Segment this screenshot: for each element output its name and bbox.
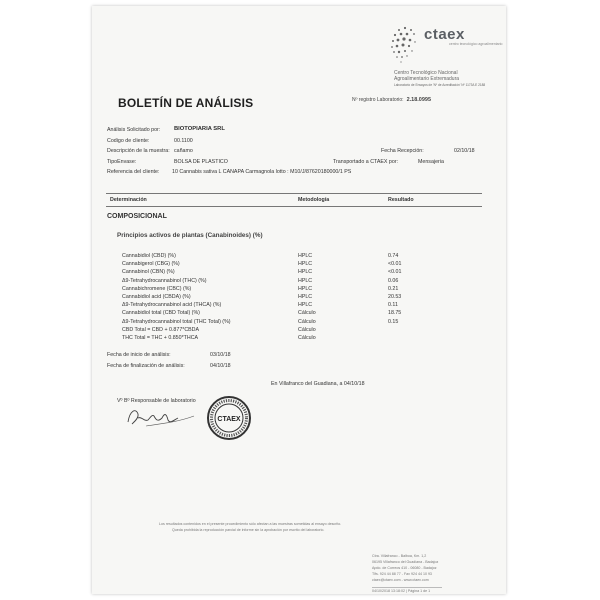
- row-result: <0.01: [388, 261, 402, 268]
- disclaimer-1: Los resultados contenidos en el presente procedimiento sólo afectan a las muestras sometidas al ensayo descrito.: [159, 522, 342, 526]
- row-determination: CBD Total = CBD + 0.877*CBDA: [122, 326, 200, 333]
- sample-desc-value: cañamo: [174, 148, 193, 154]
- reception-label: Fecha Recepción:: [381, 148, 424, 154]
- svg-text:CTAEX: CTAEX: [217, 416, 241, 423]
- package-label: TipoEnvase:: [107, 159, 137, 165]
- client-code-label: Codigo de cliente:: [107, 138, 150, 144]
- end-date-label: Fecha de finalización de análisis:: [107, 363, 185, 369]
- row-result: 0.06: [388, 277, 399, 284]
- transport-label: Transportado a CTAEX por:: [333, 159, 399, 165]
- brand-name: ctaex: [424, 26, 465, 43]
- start-date-label: Fecha de inicio de análisis:: [107, 352, 171, 358]
- row-method: Cálculo: [298, 310, 316, 317]
- table-header-top-rule: [106, 193, 482, 194]
- row-method: Cálculo: [298, 326, 316, 333]
- analysis-value: BIOTOPIARIA SRL: [174, 126, 225, 132]
- package-value: BOLSA DE PLASTICO: [174, 159, 228, 165]
- client-code-value: 00.1100: [174, 138, 193, 144]
- row-determination: THC Total = THC + 0.850*THCA: [122, 335, 199, 341]
- row-method: HPLC: [298, 261, 313, 268]
- lab-stamp-icon: [206, 395, 252, 441]
- row-method: HPLC: [298, 277, 313, 284]
- address-3: Apdo. de Correos 410 - 06080 - Badajoz: [372, 566, 437, 570]
- col-result: Resultado: [388, 197, 414, 203]
- subsection-title: Principios activos de plantas (Canabinoides) (%): [117, 232, 263, 239]
- row-determination: Δ9-Tetrahydrocannabinol (THC) (%): [122, 277, 207, 284]
- table-header-bottom-rule: [106, 206, 482, 207]
- row-determination: Cannabigerol (CBG) (%): [122, 261, 180, 268]
- row-result: 0.15: [388, 318, 399, 325]
- place-date: En Villafranco del Guadiana, a 04/10/18: [271, 381, 365, 387]
- reception-value: 02/10/18: [454, 148, 475, 154]
- address-2: 06195 Villafranco del Guadiana - Badajoz: [372, 560, 439, 564]
- row-determination: Cannabidiol total (CBD Total) (%): [122, 310, 200, 317]
- row-method: HPLC: [298, 285, 313, 292]
- row-determination: Cannabidiol (CBD) (%): [122, 253, 176, 259]
- col-determination: Determinación: [110, 197, 147, 203]
- row-method: HPLC: [298, 269, 313, 276]
- footer-rule: [372, 587, 442, 588]
- signature-icon: [120, 402, 200, 432]
- signature-label: Vº Bº Responsable de laboratorio: [117, 398, 196, 404]
- row-determination: Δ9-Tetrahydrocannabinol total (THC Total) (%): [122, 318, 231, 325]
- row-determination: Cannabichromene (CBC) (%): [122, 285, 192, 292]
- row-determination: Cannabinol (CBN) (%): [122, 269, 175, 276]
- row-method: Cálculo: [298, 335, 316, 341]
- client-ref-label: Referencia del cliente:: [107, 169, 160, 175]
- page-info: 04/10/2018 13:18:02 | Página 1 de 1: [372, 589, 431, 593]
- address-4: Tlfs. 924 44 88 77 - Fax 924 44 10 93: [372, 572, 432, 576]
- row-result: <0.01: [388, 269, 402, 276]
- col-method: Metodología: [298, 197, 330, 203]
- analysis-label: Análisis Solicitado por:: [107, 127, 161, 133]
- row-result: 0.21: [388, 285, 399, 292]
- row-method: HPLC: [298, 253, 313, 259]
- registry-number: Nº registro Laboratorio: 2.18.0995: [352, 97, 432, 103]
- client-ref-value: 10 Cannabis sativa L CANAPA Carmagnola lotto : M10/J/87620180000/1 PS: [172, 169, 352, 175]
- ctaex-logo-icon: [387, 22, 423, 66]
- sample-desc-label: Descripción de la muestra:: [107, 148, 170, 154]
- end-date-value: 04/10/18: [210, 363, 231, 369]
- row-determination: Cannabidiol acid (CBDA) (%): [122, 294, 191, 300]
- center-name: Centro Tecnológico Nacional Agroalimentario Extremadura Laboratorio de Ensayos de 'Nº de Acreditación' Nº 1173/LE 2188: [394, 70, 486, 87]
- section-title: COMPOSICIONAL: [107, 213, 167, 220]
- row-method: Cálculo: [298, 318, 316, 325]
- row-result: 0.74: [388, 253, 399, 259]
- row-result: 18.75: [388, 310, 402, 317]
- start-date-value: 03/10/18: [210, 352, 231, 358]
- row-determination: Δ9-Tetrahydrocannabinol acid (THCA) (%): [122, 302, 222, 309]
- transport-value: Mensajeria: [418, 159, 444, 165]
- row-method: HPLC: [298, 294, 313, 300]
- document-sheet: [92, 6, 506, 594]
- row-result: 0.11: [388, 302, 398, 309]
- row-method: HPLC: [298, 302, 313, 309]
- disclaimer-2: Queda prohibida la reproducción parcial de informe sin la aprobación por escrito del laboratorio.: [172, 528, 325, 532]
- page-title: BOLETÍN DE ANÁLISIS: [118, 96, 254, 110]
- row-result: 20.53: [388, 294, 402, 300]
- address-5: ctaex@ctaex.com - www.ctaex.com: [372, 578, 429, 582]
- address-1: Ctra. Villafranco - Balboa, Km. 1,2: [372, 554, 427, 558]
- brand-tagline: centro tecnológico agroalimentario: [449, 42, 503, 46]
